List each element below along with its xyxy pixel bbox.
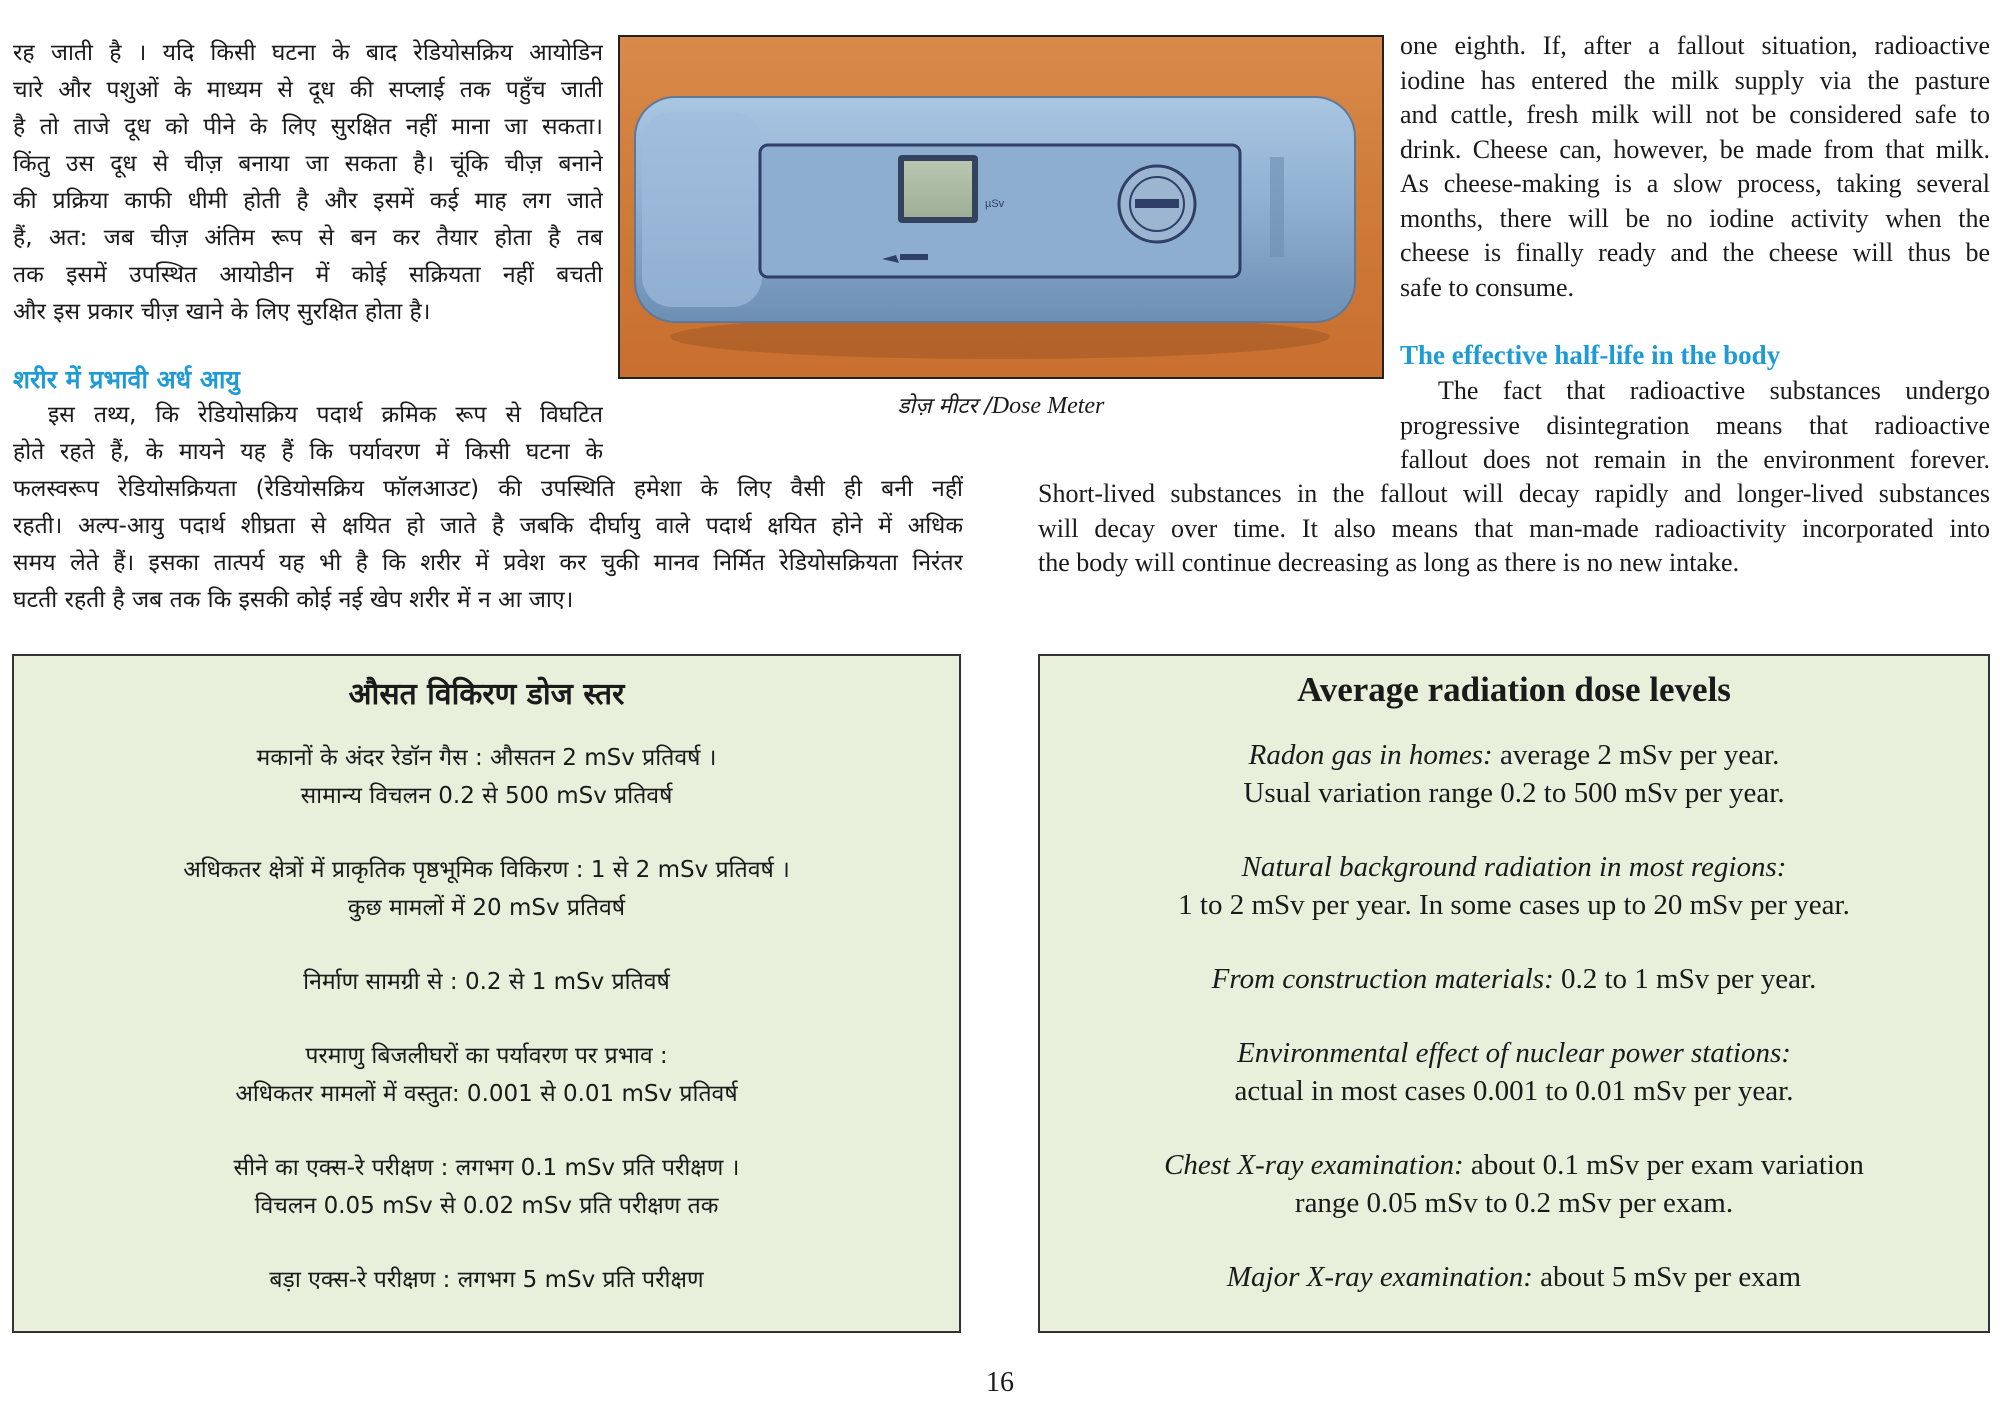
item-text: average 2 mSv per year. xyxy=(1492,739,1780,771)
photo-caption xyxy=(618,390,1384,420)
unit-label: µSv xyxy=(985,198,1005,210)
box-title: Average radiation dose levels xyxy=(1297,670,1731,709)
english-section-heading: The effective half-life in the body xyxy=(1400,340,1781,370)
hindi-paragraph-2-wide xyxy=(13,471,963,619)
text-line: हैं, अत: जब चीज़ अंतिम रूप से बन कर तैयार होता है तब xyxy=(13,225,603,251)
text-line: रह जाती है । यदि किसी घटना के बाद रेडियोसक्रिय आयोडिन xyxy=(13,40,603,66)
text-line: रहती। अल्प-आयु पदार्थ शीघ्रता से क्षयित हो जाते है जबकि दीर्घायु वाले पदार्थ क्षयित होने में अधिक xyxy=(13,513,963,539)
english-paragraph-2-narrow xyxy=(1400,374,1990,478)
text-line: की प्रक्रिया काफी धीमी होती है और इसमें कई माह लग जाते xyxy=(13,188,603,214)
box-item xyxy=(14,963,959,1001)
hindi-section-heading: शरीर में प्रभावी अर्ध आयु xyxy=(13,365,240,394)
box-item xyxy=(14,1149,959,1225)
box-item xyxy=(1040,736,1988,812)
hindi-dose-levels-box xyxy=(12,654,961,1333)
box-title: औसत विकिरण डोज स्तर xyxy=(348,677,625,712)
text-line: fallout does not remain in the environment forever. xyxy=(1400,445,1990,474)
box-line: कुछ मामलों में 20 mSv प्रतिवर्ष xyxy=(347,895,626,921)
box-item xyxy=(14,1037,959,1113)
text-line: होते रहते हैं, के मायने यह हैं कि पर्यावरण में किसी घटना के xyxy=(13,439,603,465)
box-item xyxy=(1040,1258,1988,1296)
item-label: Natural background radiation in most regions: xyxy=(1241,851,1787,883)
box-item xyxy=(1040,960,1988,998)
item-text: about 5 mSv per exam xyxy=(1532,1261,1802,1293)
text-line: months, there will be no iodine activity when the xyxy=(1400,203,1990,233)
english-dose-levels-box xyxy=(1038,654,1990,1333)
text-line: the body will continue decreasing as long as there is no new intake. xyxy=(1038,548,1740,577)
caption-hindi: डोज़ मीटर / xyxy=(897,394,992,419)
text-line: फलस्वरूप रेडियोसक्रियता (रेडियोसक्रिय फॉलआउट) की उपस्थिति हमेशा के लिए वैसी ही बनी नहीं xyxy=(13,476,963,502)
box-item xyxy=(1040,1146,1988,1222)
box-item xyxy=(14,1261,959,1299)
box-line: सीने का एक्स-रे परीक्षण : लगभग 0.1 mSv प्रति परीक्षण । xyxy=(233,1155,740,1181)
caption-english: Dose Meter xyxy=(991,393,1105,419)
box-line: परमाणु बिजलीघरों का पर्यावरण पर प्रभाव : xyxy=(305,1043,668,1069)
text-line: तक इसमें उपस्थित आयोडीन में कोई सक्रियता नहीं बचती xyxy=(13,262,603,288)
box-item xyxy=(1040,1034,1988,1110)
english-paragraph-2-wide xyxy=(1038,477,1990,581)
text-line: progressive disintegration means that radioactive xyxy=(1400,410,1990,440)
box-line: बड़ा एक्स-रे परीक्षण : लगभग 5 mSv प्रति परीक्षण xyxy=(269,1267,704,1293)
hindi-paragraph-2-narrow xyxy=(13,397,603,471)
text-line: iodine has entered the milk supply via the pasture xyxy=(1400,65,1990,95)
text-line: है तो ताजे दूध को पीने के लिए सुरक्षित नहीं माना जा सकता। xyxy=(13,114,603,140)
item-text: 0.2 to 1 mSv per year. xyxy=(1553,963,1817,995)
text-line: The fact that radioactive substances undergo xyxy=(1438,376,1990,405)
box-item xyxy=(14,851,959,927)
text-line: घटती रहती है जब तक कि इसकी कोई नई खेप शरीर में न आ जाए। xyxy=(13,587,574,613)
item-text: actual in most cases 0.001 to 0.01 mSv per year. xyxy=(1234,1075,1794,1107)
box-line: सामान्य विचलन 0.2 से 500 mSv प्रतिवर्ष xyxy=(300,783,673,809)
text-line: will decay over time. It also means that man-made radioactivity incorporated into xyxy=(1038,513,1990,543)
dose-meter-photo xyxy=(618,35,1384,379)
box-item xyxy=(14,739,959,815)
dose-meter-illustration xyxy=(620,37,1382,377)
text-line: cheese is finally ready and the cheese will thus be xyxy=(1400,238,1990,267)
item-text: range 0.05 mSv to 0.2 mSv per exam. xyxy=(1294,1187,1734,1219)
text-line: चारे और पशुओं के माध्यम से दूध की सप्लाई तक पहुँच जाती xyxy=(13,77,603,103)
text-line: drink. Cheese can, however, be made from that milk. xyxy=(1400,134,1990,164)
text-line: and cattle, fresh milk will not be considered safe to xyxy=(1400,100,1990,129)
item-text: 1 to 2 mSv per year. In some cases up to 20 mSv per year. xyxy=(1178,889,1850,921)
text-line: इस तथ्य, कि रेडियोसक्रिय पदार्थ क्रमिक रूप से विघटित xyxy=(48,402,603,428)
hindi-paragraph-1 xyxy=(13,35,603,331)
text-line: Short-lived substances in the fallout will decay rapidly and longer-lived substances xyxy=(1038,479,1990,508)
item-label: Chest X-ray examination: xyxy=(1164,1149,1464,1181)
box-line: मकानों के अंदर रेडॉन गैस : औसतन 2 mSv प्रतिवर्ष । xyxy=(256,745,717,771)
text-line: और इस प्रकार चीज़ खाने के लिए सुरक्षित होता है। xyxy=(13,299,431,325)
text-line: As cheese-making is a slow process, taking several xyxy=(1400,169,1990,198)
text-line: one eighth. If, after a fallout situation, radioactive xyxy=(1400,31,1990,60)
item-text: Usual variation range 0.2 to 500 mSv per year. xyxy=(1243,777,1785,809)
box-item xyxy=(1040,848,1988,924)
english-paragraph-1 xyxy=(1400,29,1990,305)
text-line: समय लेते हैं। इसका तात्पर्य यह भी है कि शरीर में प्रवेश कर चुकी मानव निर्मित रेडियोसक्रियता निरंतर xyxy=(13,550,963,576)
page-number: 16 xyxy=(986,1367,1014,1398)
item-label: From construction materials: xyxy=(1211,963,1554,995)
box-line: अधिकतर मामलों में वस्तुत: 0.001 से 0.01 mSv प्रतिवर्ष xyxy=(235,1081,738,1107)
text-line: किंतु उस दूध से चीज़ बनाया जा सकता है। चूंकि चीज़ बनाने xyxy=(13,151,603,177)
text-line: safe to consume. xyxy=(1400,272,1575,302)
item-label: Major X-ray examination: xyxy=(1226,1261,1533,1293)
item-label: Environmental effect of nuclear power stations: xyxy=(1237,1037,1791,1069)
item-text: about 0.1 mSv per exam variation xyxy=(1463,1149,1864,1181)
box-line: विचलन 0.05 mSv से 0.02 mSv प्रति परीक्षण तक xyxy=(254,1193,719,1219)
box-line: अधिकतर क्षेत्रों में प्राकृतिक पृष्ठभूमिक विकिरण : 1 से 2 mSv प्रतिवर्ष । xyxy=(183,857,790,883)
box-line: निर्माण सामग्री से : 0.2 से 1 mSv प्रतिवर्ष xyxy=(303,969,670,995)
item-label: Radon gas in homes: xyxy=(1248,739,1493,771)
